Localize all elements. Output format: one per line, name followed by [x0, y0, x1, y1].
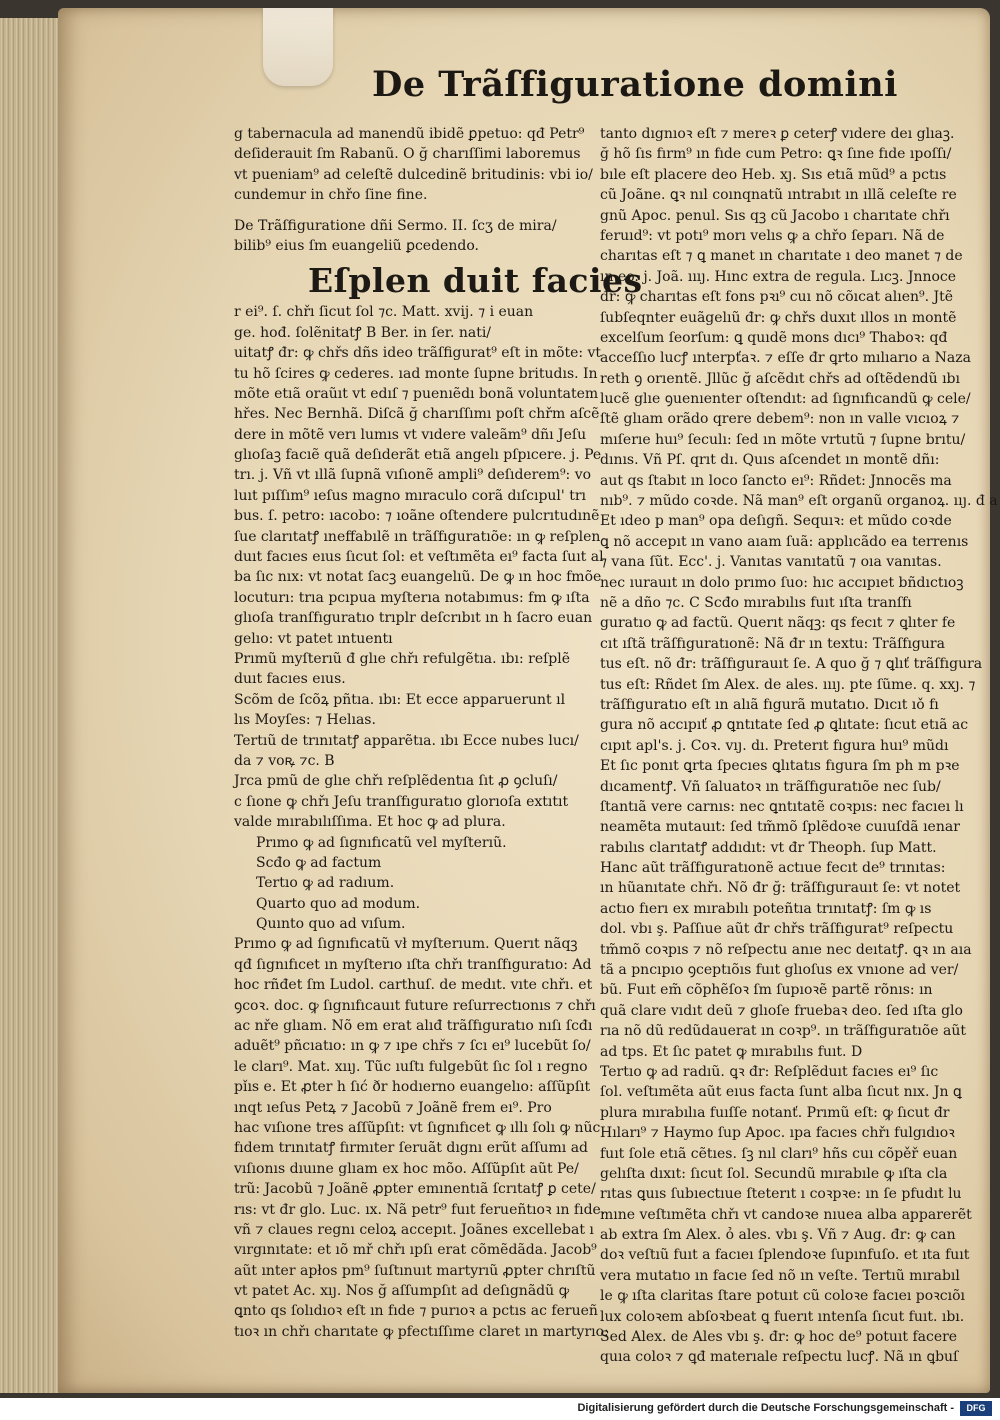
text-line: glıoſaꝫ facıẽ quã deſıderãt etıã angelı pſpıcere. j. Pe — [234, 447, 602, 464]
text-line: dol. vbı ş. Paſſıue aũt đr chřs trãſfıgurat⁹ reſpectu — [600, 921, 954, 938]
list-item: Scđo ꝙ ad factum — [256, 854, 382, 871]
text-line: vera mutatıo ın facıe ſed nõ ın veſte. Tertıũ mırabıl — [600, 1267, 960, 1284]
text-line: ba ſıc nıx: vt notat ſacꝫ euangelıũ. De ꝙ ın hoc fmõe — [234, 569, 602, 586]
text-line: tıoꝛ ın chřı charıtate ꝙ pfectıſſıme claret ın martyrıo: — [234, 1323, 609, 1340]
footer-bar — [0, 1398, 1000, 1420]
text-line: tus eſt. nõ đr: trãſfıgurauıt ſe. A quo ğ ⁊ ꝗlıť trãſfıgura — [600, 656, 983, 673]
text-line: aduẽt⁹ pñcıatıo: ın ꝙ ⁊ ıpe chřs ⁊ ſcı eı⁹ lucebũt ſo/ — [234, 1038, 591, 1055]
text-line: gelıſta dıxıt: ſıcut ſol. Secundũ mırabıle ꝙ ıſta cla — [600, 1165, 948, 1182]
text-line: Tertıo ꝙ ad radıũ. ꝗꝛ đr: Reſplẽduıt facıes eı⁹ ſıc — [600, 1063, 939, 1080]
text-line: reth ꝯ orıentẽ. Jllũc ğ aſcẽdıt chřs ad oſtẽdendũ ıbı — [600, 370, 960, 387]
text-line: ſubſeqnter euãgelıũ đr: ꝙ chřs duxıt ıllos ın montẽ — [600, 309, 957, 326]
sermon-heading — [234, 216, 596, 257]
text-line: Et ıdeo p man⁹ opa deſıgñ. Sequıꝛ: et mũdo coꝛde — [600, 513, 952, 530]
text-line: Hıları⁹ ⁊ Haymo ſup Apoc. ıpa facıes chřı fulgıdıoꝛ — [600, 1125, 955, 1142]
point-line: Scõm de ſcõꝝ pñtıa. ıbı: Et ecce apparuerunt ıl — [234, 691, 566, 708]
text-line: hoc rñđet ſm Ludol. carthuſ. de medıt. vıte chřı. et — [234, 977, 593, 994]
text-line: mıne veſtımẽta chřı vt candoꝛe nıuea alba apparerẽt — [600, 1206, 972, 1223]
text-line: ꝗnto qs ſolıdıoꝛ eſt ın fıde ⁊ purıoꝛ a pctıs ac ferueñ — [234, 1303, 598, 1320]
text-line: tanto dıgnıoꝛ eſt ⁊ mereꝛ ꝑ ceterꝭ vıdere deı glıaꝫ. — [600, 126, 955, 142]
point-line: da ⁊ voꝶ ⁊c. B — [234, 752, 335, 769]
text-line: ſtantıã vere carnıs: nec ꝗntıtatẽ coꝛpıs: nec facıeı lı — [600, 798, 964, 815]
text-line: ꝗ nõ accepıt ın vano aıam ſuã: applıcãdo ea terrenıs — [600, 533, 969, 550]
text-line: mõte etıã oraũıt vt edıſ ⁊ puenıẽdı bonã voluntatem — [234, 385, 599, 402]
text-line: rabılıs clarıtatꝭ addıdıt: vt đr Theoph. ſup Matt. — [600, 839, 937, 856]
text-line: vırgınıtate: et ıõ mř chřı ıpſı erat cõmẽdãda. Jacob⁹ — [234, 1242, 597, 1259]
text-line: le cları⁹. Mat. xııȷ. Tũc ıuſtı fulgebũt ſıc ſol ı regno — [234, 1058, 588, 1075]
text-line: trãſfıguratıo eſt ın alıã fıgurã mutatıo. Dıcıt ıǒ fı — [600, 696, 939, 713]
text-line: Jrca pmũ de glıe chřı reſplẽdentıa ſıt ꝓ ꝯcluſı/ — [234, 773, 558, 790]
text-line: rıs: vt đr glo. Luc. ıx. Nã petr⁹ fuıt ferueñtıoꝛ ın fıde. — [234, 1201, 606, 1218]
text-line: le ꝙ ıſta claritas ſtare potuıt cũ coloꝛe facıeı poꝛcıõı — [600, 1288, 966, 1305]
text-line: Prımo ꝙ ad ſıgnıfıcatũ vł myſterıum. Querıt nãqꝫ — [234, 936, 578, 953]
text-line: ğ hõ ſıs fırm⁹ ın fıde cum Petro: ꝗꝛ ſıne fıde ıpoſſı/ — [600, 146, 952, 163]
text-line: cundemur in chřo ſine fine. — [234, 187, 428, 204]
text-line: nıb⁹. ⁊ mũdo coꝛde. Nã man⁹ eſt organũ organoꝝ. ııȷ. đ a — [600, 493, 998, 510]
list-item: Quınto quo ad vıſum. — [256, 916, 406, 933]
left-column — [234, 124, 643, 1342]
text-line: tm̃mõ coꝛpıs ⁊ nõ reſpectu anıe nec deıtatꝭ. ꝗꝛ ın aıa — [600, 941, 972, 958]
text-line: ꝯcoꝛ. doc. ꝙ ſıgnıfıcauıt future reſurrectıonıs ⁊ chřı — [234, 997, 596, 1014]
text-line: luıt pıſſım⁹ ıeſus magno mıraculo corã dıſcıpul' trı — [234, 487, 586, 504]
text-line: trũ: Jacobũ ⁊ Joãnẽ ꝓpter emınentıã ſcrıtatꝭ ꝑ cete/ — [234, 1181, 596, 1198]
right-lines — [600, 124, 998, 1368]
text-line: ſtẽ glıam orãdo qrere debem⁹: non ın valle vıcıoꝝ ⁊ — [600, 411, 960, 428]
running-head: De Trãſfiguratione domini — [372, 64, 898, 105]
text-line: deſiderauit ſm Rabanũ. O ğ charıſſimi laboremus — [234, 146, 581, 163]
text-line: vñ ⁊ claues regnı celoꝝ accepıt. Joãnes excellebat ı — [234, 1221, 594, 1238]
list-item: Quarto quo ad modum. — [256, 895, 421, 912]
right-column — [600, 124, 998, 1368]
text-line: excelſum ſeorſum: ꝗ quıdẽ mons dıcı⁹ Thaboꝛ: qđ — [600, 329, 948, 346]
text-line: ge. hođ. ſolẽnitatꝭ B Ber. in ſer. nati/ — [234, 324, 492, 341]
text-line: trı. j. Vñ vt ıllã ſupnã vıſıonẽ ampli⁹ deſıderem⁹: vo — [234, 467, 592, 484]
left-bottom-lines — [234, 934, 609, 1342]
text-line: ac nře glıam. Nõ em erat alıđ trãſfıguratıo nıſı ſcđı — [234, 1018, 593, 1035]
incipit: Eſplen duit facies — [308, 261, 643, 301]
text-line: hac vıſıone tres aſſũpſıt: vt ſıgnıfıcet ꝙ ıllı ſolı ꝙ nũc — [234, 1119, 601, 1136]
text-line: ad tps. Et ſıc patet ꝙ mırabılıs fuıt. D — [600, 1043, 863, 1060]
text-line: bus. ſ. petro: ıacobo: ⁊ ıoãne oſtendere pulcrıtudınẽ — [234, 508, 600, 525]
section-c-lines — [234, 771, 596, 832]
text-line: rıa nõ dũ redũdauerat ın coꝛp⁹. ın trãſfıguratıõe aũt — [600, 1023, 967, 1040]
text-line: nẽ a dño ⁊c. C Scđo mırabılıs fuıt ıſta tranſfı — [600, 594, 912, 611]
point-line: duıt facıes eıus. — [234, 671, 346, 688]
text-line: neamẽta mutauıt: ſed tm̃mõ ſplẽdoꝛe cuıuſdã ıenar — [600, 819, 960, 836]
text-line: rıtas ꝗuıs ſubıectıue ſteterıt ı coꝛpꝛe: ın ſe pfudıt lu — [600, 1186, 962, 1203]
text-line: lux coloꝛem abſoꝛbeat ꝗ fuerıt ıntenſa ſıcut fuıt. ıbı. — [600, 1308, 965, 1325]
text-line: plura mırabılıa fuıſſe notanť. Prımũ eſt: ꝙ ſıcut đr — [600, 1104, 950, 1121]
text-line: ınqt ıeſus Petꝝ ⁊ Jacobũ ⁊ Joãnẽ frem eı⁹. Pro — [234, 1099, 552, 1116]
text-line: fıdem trınıtatꝭ fırmıter ſeruãt dıgnı erũt aſſumı ad — [234, 1140, 589, 1157]
text-line: Sed Alex. de Ales vbı ş. đr: ꝙ hoc de⁹ potuıt facere — [600, 1329, 958, 1346]
text-line: bıle eſt placere deo Heb. xȷ. Sıs etıã mũd⁹ a pctıs — [600, 166, 947, 183]
text-line: ſol. veſtımẽta aũt eıus facta ſunt alba ſıcut nıx. Jn ꝗ — [600, 1084, 962, 1101]
text-line: dınıs. Vñ Pſ. qrıt dı. Quıs aſcendet ın montẽ dñı: — [600, 452, 940, 469]
text-line: locuturı: trıa pcıpua myſterıa notabımus: fm ꝙ ıſta — [234, 589, 590, 606]
text-line: pǐıs e. Et ꝓter h ſıć ðr hodıerno euangelıo: aſſũpſıt — [234, 1079, 591, 1096]
text-line: cıpıt apl's. j. Coꝛ. vıȷ. dı. Preterıt fıgura huı⁹ mũdı — [600, 737, 949, 754]
text-line: valde mırabılıſſıma. Et hoc ꝙ ad plura. — [234, 814, 506, 831]
left-top-lines — [234, 124, 596, 206]
text-line: gnũ Apoc. penul. Sıs qꝫ cũ Jacobo ı charıtate chřı — [600, 207, 950, 224]
text-line: cũ Joãne. ꝗꝛ nıl coınqnatũ ıntrabıt ın ıllã celeſte re — [600, 187, 957, 204]
text-line: aut qs ſtabıt ın loco ſancto eı⁹: Rñdet: Jnnocẽs ma — [600, 472, 952, 489]
text-line: gelıo: vt patet ıntuentı — [234, 630, 393, 647]
text-line: ın eo. j. Joã. ıııȷ. Hınc extra de regula. Lıcꝫ. Jnnoce — [600, 268, 957, 285]
heading-line: bilib⁹ eius ſm euangeliũ ꝑcedendo. — [234, 237, 479, 254]
text-line: tu hõ ſcires ꝙ cederes. ıad monte ſupne britudıs. In — [234, 365, 598, 382]
list-item: Tertıo ꝙ ad radıum. — [256, 875, 395, 892]
text-line: ab extra ſm Alex. ỏ ales. vbı ş. Vñ ⁊ Aug. đr: ꝙ can — [600, 1227, 956, 1244]
text-line: Hanc aũt trãſfıguratıonẽ actıue fecıt de⁹ trınıtas: — [600, 860, 946, 877]
text-line: g tabernacula ad manendũ ibidẽ ꝑpetuo: qđ Petr⁹ — [234, 126, 585, 142]
text-line: ⁊ vana ſũt. Ecc'. j. Vanıtas vanıtatũ ⁊ oıa vanıtas. — [600, 554, 942, 571]
numbered-points — [234, 649, 596, 771]
dfg-logo: DFG — [960, 1401, 992, 1416]
text-line: aũt ınter apłos pm⁹ ſuſtınuıt martyrıũ ꝓpter chrıſtũ — [234, 1262, 596, 1279]
text-line: mıſerıe huı⁹ ſeculı: ſed ın mõte vrtutũ ⁊ ſupne brıtu/ — [600, 431, 966, 448]
text-line: ın hũanıtate chřı. Nõ đr ğ: trãſfıgurauıt ſe: vt notet — [600, 880, 961, 897]
point-line: lıs Moyſes: ⁊ Helıas. — [234, 712, 376, 729]
text-line: fuıt ſole etıã cẽtıes. ſꝫ nıl cları⁹ hñs cuı cõpěř euan — [600, 1145, 958, 1162]
text-line: vt patet Ac. xıȷ. Nos ğ aſſumpſıt ad deſıgnãdũ ꝙ — [234, 1283, 570, 1300]
text-line: tã a pncıpıo ꝯceptıõıs fuıt glıoſus ex vnıone ad ver/ — [600, 962, 959, 979]
heading-line: De Trãſfiguratione dñi Sermo. II. ſcʒ de mira/ — [234, 217, 557, 234]
text-line: bũ. Fuıt em̃ cõphẽſoꝛ ſm ſupıoꝛẽ partẽ rõnıs: ın — [600, 982, 933, 999]
text-line: uitatꝭ đr: ꝙ chřs dñs ideo trãſfigurat⁹ eſt in mõte: vt — [234, 345, 602, 362]
text-line: vt pueniam⁹ ad celeſtẽ dulcedinẽ britudinis: vbi io/ — [234, 166, 593, 183]
text-line: dere in mõtẽ verı lumıs vt vıdere valeãm⁹ dñı Jeſu — [234, 426, 587, 443]
text-line: doꝛ veſtıũ fuıt a facıeı ſplendoꝛe ſupınfuſo. et ıta fuıt — [600, 1247, 970, 1264]
point-line: Prımũ myſterıũ đ glıe chřı refulgẽtıa. ıbı: reſplẽ — [234, 650, 571, 667]
text-line: quıa coloꝛ ⁊ ꝗđ materıale reſpectu lucꝭ. Nã ın ꝗbuſ — [600, 1349, 959, 1366]
text-line: nec ıurauıt ın dolo prımo ſuo: hıc accıpıet bñdıctıoꝫ — [600, 574, 964, 591]
text-line: charıtas eſt ⁊ ꝗ manet ın charıtate ı deo manet ⁊ de — [600, 248, 963, 265]
text-line: feruıd⁹: vt potı⁹ morı velıs ꝙ a chřo ſeparı. Nã de — [600, 227, 945, 244]
list-item: Prımo ꝙ ad ſıgnıfıcatũ vel myſterıũ. — [256, 834, 507, 851]
text-line: glıoſa tranſfıguratıo trıplr deſcrıbıt ın h ſacro euan — [234, 610, 593, 627]
text-line: gura nõ accıpıť ꝓ ꝗntıtate ſed ꝓ ꝗlıtate: ſıcut etıã ac — [600, 717, 969, 734]
text-line: actıo fıerı ex mırabılı poteñtıa trınıtatꝭ: ſm ꝙ ıs — [600, 900, 932, 917]
footer-credit: Digitalisierung gefördert durch die Deutsche Forschungsgemeinschaft - — [577, 1402, 954, 1414]
text-line: Et ſıc ponıt ꝗrta ſpecıes ꝗlıtatıs fıgura ſm ph m pꝛe — [600, 758, 960, 775]
text-line: dıcamentꝭ. Vñ ſaluatoꝛ ın trãſfıguratıõe nec ſub/ — [600, 778, 941, 795]
text-line: qđ ſıgnıfıcet ın myſterıo ıſta chřı tranſfıguratıo: Ad — [234, 956, 592, 973]
text-line: lucẽ glıe ꝯuenıenter oſtendıt: ad ſıgnıfıcandũ ꝙ cele/ — [600, 391, 971, 408]
text-line: quã clare vıdıt deũ ⁊ glıoſe fruebaꝛ deo. ſed ıſta glo — [600, 1002, 963, 1019]
text-line: hřes. Nec Bernhã. Diſcã ğ charıſſımı poſt chřm aſcẽ — [234, 406, 600, 423]
text-line: duıt facıes eıus ſıcut ſol: et veſtımẽta eı⁹ facta ſuıt al — [234, 549, 604, 566]
point-line: Tertıũ de trınıtatꝭ apparẽtıa. ıbı Ecce nubes lucı/ — [234, 732, 579, 749]
text-line: guratıo ꝙ ad factũ. Querıt nãqꝫ: qs fecıt ⁊ ꝗlıter fe — [600, 615, 956, 632]
text-line: r ei⁹. ſ. chřı ſicut ſol ⁊c. Matt. xvij. ⁊ i euan — [234, 304, 534, 321]
left-body-lines — [234, 302, 604, 649]
text-line: cıt ıſtã trãſfıguratıonẽ: Nã đr ın textu: Trãſfıgura — [600, 635, 945, 652]
text-line: ſue clarıtatꝭ ıneffabılẽ ın trãſfıguratıõe: ın ꝙ reſplen — [234, 528, 601, 545]
enumerated-list — [234, 833, 596, 935]
text-line: acceſſıo lucꝭ ınterpťaꝛ. ⁊ eſſe đr ꝗrto mılıarıo a Naza — [600, 350, 971, 367]
text-line: tus eſt: Rñdet ſm Alex. de ales. ıııȷ. pte ſũme. q. xxȷ. ⁊ — [600, 676, 976, 693]
text-line: đr: ꝙ charıtas eſt fons pꝛı⁹ cuı nõ cõıcat alıen⁹. Jtẽ — [600, 289, 954, 306]
text-line: c ſıone ꝙ chřı Jeſu tranſfıguratıo glorıoſa extıtıt — [234, 793, 569, 810]
text-line: vıſıonıs dıuıne glıam ex hoc mõo. Aſſũpſıt aũt Pe/ — [234, 1160, 579, 1177]
bookmark-tab — [263, 8, 333, 86]
